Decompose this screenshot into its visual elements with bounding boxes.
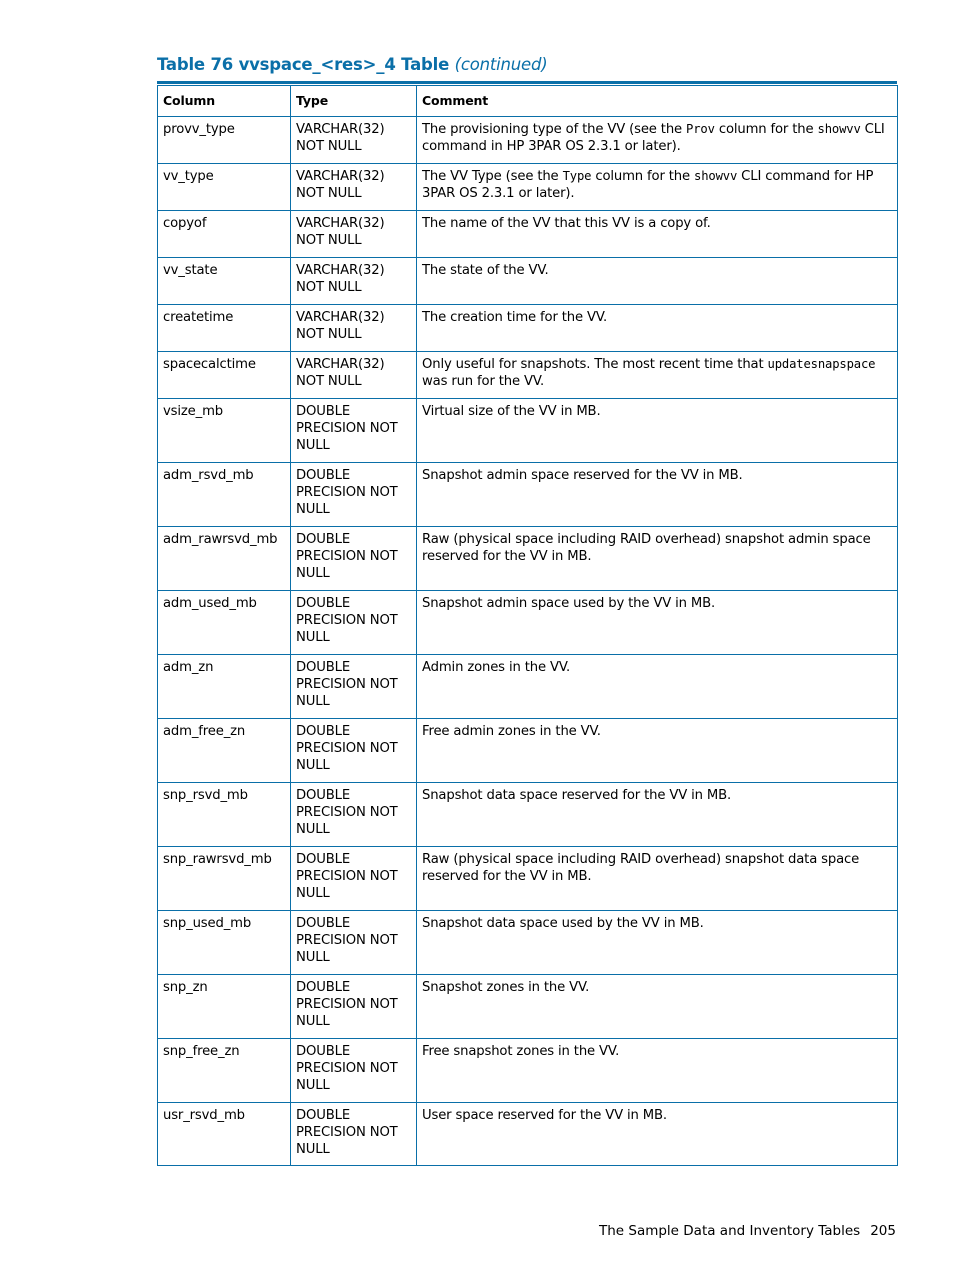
cell-type: DOUBLE PRECISION NOT NULL (291, 975, 417, 1039)
cell-type: VARCHAR(32) NOT NULL (291, 352, 417, 399)
page-footer (599, 1223, 896, 1239)
table-row (158, 211, 898, 258)
table-row (158, 527, 898, 591)
cell-column: adm_rsvd_mb (158, 463, 291, 527)
cell-column: snp_zn (158, 975, 291, 1039)
table-row (158, 399, 898, 463)
cell-column: adm_free_zn (158, 719, 291, 783)
cell-type: VARCHAR(32) NOT NULL (291, 164, 417, 211)
cell-type: DOUBLE PRECISION NOT NULL (291, 1039, 417, 1103)
data-table (157, 85, 898, 1166)
page-number: 205 (870, 1223, 896, 1239)
table-row (158, 911, 898, 975)
code-showvv: showvv (694, 169, 738, 183)
table-top-rule (157, 81, 897, 84)
cell-comment: Raw (physical space including RAID overhead) snapshot data space reserved for the VV in MB. (417, 847, 898, 911)
table-caption-continued: (continued) (454, 55, 548, 74)
table-row (158, 1039, 898, 1103)
cell-column: vv_type (158, 164, 291, 211)
cell-type: DOUBLE PRECISION NOT NULL (291, 911, 417, 975)
cell-comment: Free admin zones in the VV. (417, 719, 898, 783)
table-header-row (158, 86, 898, 117)
table-row (158, 847, 898, 911)
table-row (158, 463, 898, 527)
cell-type: VARCHAR(32) NOT NULL (291, 211, 417, 258)
cell-column: createtime (158, 305, 291, 352)
cell-comment: The state of the VV. (417, 258, 898, 305)
cell-column: provv_type (158, 117, 291, 164)
cell-type: DOUBLE PRECISION NOT NULL (291, 655, 417, 719)
cell-comment: Only useful for snapshots. The most recent time that updatesnapspace was run for the VV. (417, 352, 898, 399)
cell-column: vsize_mb (158, 399, 291, 463)
code-updatesnapspace: updatesnapspace (767, 357, 876, 371)
cell-type: DOUBLE PRECISION NOT NULL (291, 719, 417, 783)
cell-comment: Virtual size of the VV in MB. (417, 399, 898, 463)
header-type: Type (291, 86, 417, 117)
cell-comment: The creation time for the VV. (417, 305, 898, 352)
code-prov: Prov (686, 122, 715, 136)
cell-column: adm_zn (158, 655, 291, 719)
cell-type: VARCHAR(32) NOT NULL (291, 305, 417, 352)
cell-comment: Snapshot admin space reserved for the VV in MB. (417, 463, 898, 527)
cell-comment: Snapshot zones in the VV. (417, 975, 898, 1039)
cell-column: snp_rawrsvd_mb (158, 847, 291, 911)
cell-type: DOUBLE PRECISION NOT NULL (291, 591, 417, 655)
table-row (158, 258, 898, 305)
cell-column: snp_free_zn (158, 1039, 291, 1103)
cell-column: vv_state (158, 258, 291, 305)
table-row (158, 305, 898, 352)
cell-type: DOUBLE PRECISION NOT NULL (291, 527, 417, 591)
table-caption-label: Table 76 vvspace_<res>_4 Table (157, 55, 450, 74)
cell-column: usr_rsvd_mb (158, 1103, 291, 1166)
cell-type: DOUBLE PRECISION NOT NULL (291, 847, 417, 911)
header-column: Column (158, 86, 291, 117)
table-row (158, 352, 898, 399)
cell-comment: User space reserved for the VV in MB. (417, 1103, 898, 1166)
code-showvv: showvv (817, 122, 861, 136)
cell-comment: Snapshot admin space used by the VV in MB. (417, 591, 898, 655)
cell-column: snp_used_mb (158, 911, 291, 975)
cell-type: DOUBLE PRECISION NOT NULL (291, 783, 417, 847)
cell-comment: The VV Type (see the Type column for the showvv CLI command for HP 3PAR OS 2.3.1 or later). (417, 164, 898, 211)
table-row (158, 591, 898, 655)
table-row (158, 117, 898, 164)
cell-comment: Snapshot data space reserved for the VV in MB. (417, 783, 898, 847)
cell-column: copyof (158, 211, 291, 258)
cell-column: adm_rawrsvd_mb (158, 527, 291, 591)
cell-column: spacecalctime (158, 352, 291, 399)
code-type: Type (562, 169, 592, 183)
cell-type: VARCHAR(32) NOT NULL (291, 258, 417, 305)
table-caption (157, 55, 548, 74)
cell-type: DOUBLE PRECISION NOT NULL (291, 1103, 417, 1166)
cell-column: snp_rsvd_mb (158, 783, 291, 847)
cell-comment: Raw (physical space including RAID overhead) snapshot admin space reserved for the VV in MB. (417, 527, 898, 591)
cell-comment: The name of the VV that this VV is a copy of. (417, 211, 898, 258)
table-row (158, 164, 898, 211)
table-row (158, 783, 898, 847)
cell-type: DOUBLE PRECISION NOT NULL (291, 399, 417, 463)
cell-comment: The provisioning type of the VV (see the Prov column for the showvv CLI command in HP 3PAR OS 2.3.1 or later). (417, 117, 898, 164)
cell-type: VARCHAR(32) NOT NULL (291, 117, 417, 164)
header-comment: Comment (417, 86, 898, 117)
cell-comment: Admin zones in the VV. (417, 655, 898, 719)
cell-comment: Free snapshot zones in the VV. (417, 1039, 898, 1103)
cell-column: adm_used_mb (158, 591, 291, 655)
table-row (158, 655, 898, 719)
cell-comment: Snapshot data space used by the VV in MB. (417, 911, 898, 975)
cell-type: DOUBLE PRECISION NOT NULL (291, 463, 417, 527)
table-row (158, 719, 898, 783)
table-row (158, 1103, 898, 1166)
table-row (158, 975, 898, 1039)
footer-section-title: The Sample Data and Inventory Tables (598, 1223, 861, 1239)
